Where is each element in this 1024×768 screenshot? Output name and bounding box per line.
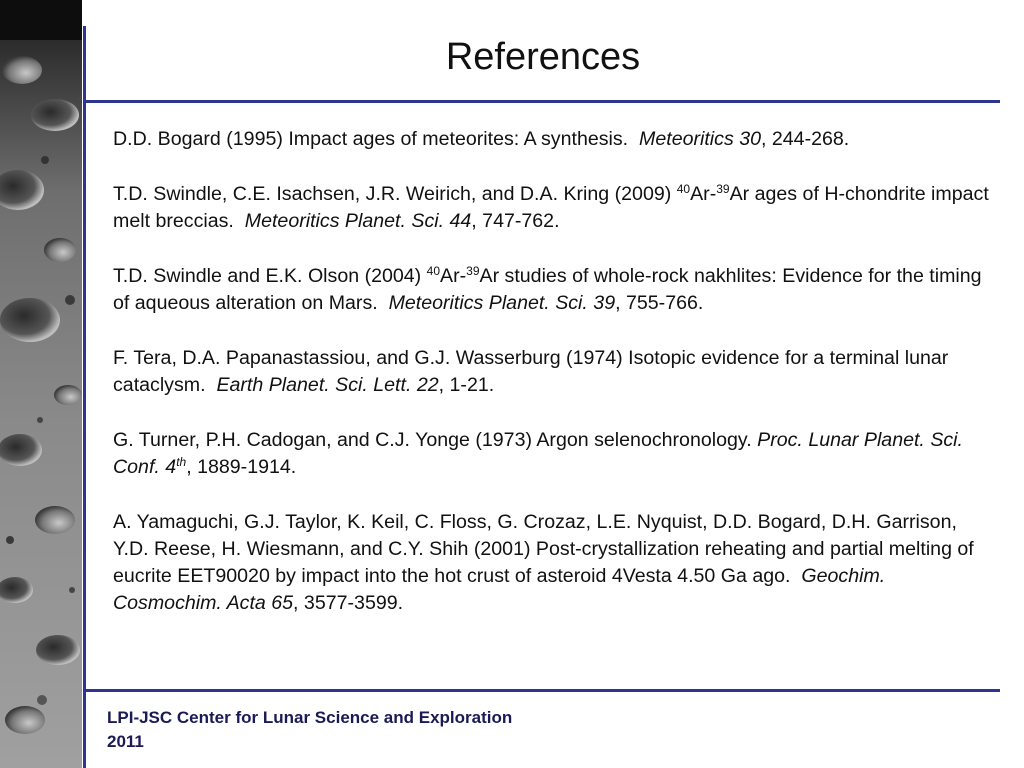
journal-name: Geochim. Cosmochim. Acta 65 [113,565,886,614]
footer-divider [83,689,1000,692]
reference-item: T.D. Swindle, C.E. Isachsen, J.R. Weirich, and D.A. Kring (2009) $^{40}$Ar-$^{39}$Ar ages of H-chondrite impact melt breccias. Meteoritics Planet. Sci. 44, 747-762. [113,182,989,232]
journal-name: Meteoritics 30 [639,128,761,150]
header-divider [83,100,1000,103]
reference-item: G. Turner, P.H. Cadogan, and C.J. Yonge (1973) Argon selenochronology. Proc. Lunar Planet. Sci. Conf. 4th, 1889-1914. [113,429,963,478]
vertical-divider [83,26,86,768]
reference-item: D.D. Bogard (1995) Impact ages of meteorites: A synthesis. Meteoritics 30, 244-268. [113,128,850,150]
footer-year: 2011 [107,732,144,751]
footer [107,706,667,754]
reference-item: T.D. Swindle and E.K. Olson (2004) $^{40}$Ar-$^{39}$Ar studies of whole-rock nakhlites: Evidence for the timing of aqueous alteration on Mars. Meteoritics Planet. Sci. 39, 755-766. [113,264,982,314]
reference-item: F. Tera, D.A. Papanastassiou, and G.J. Wasserburg (1974) Isotopic evidence for a terminal lunar cataclysm. Earth Planet. Sci. Lett. 22, 1-21. [113,347,949,396]
journal-name: Meteoritics Planet. Sci. 44 [244,210,472,232]
journal-name: Earth Planet. Sci. Lett. 22 [216,374,439,396]
footer-organization: LPI-JSC Center for Lunar Science and Exploration [107,708,513,727]
lunar-surface-image [0,0,82,768]
journal-name: Proc. Lunar Planet. Sci. Conf. 4th [113,429,963,478]
journal-name: Meteoritics Planet. Sci. 39 [388,292,616,314]
reference-list [113,126,993,617]
reference-item: A. Yamaguchi, G.J. Taylor, K. Keil, C. Floss, G. Crozaz, L.E. Nyquist, D.D. Bogard, D.H. Garrison, Y.D. Reese, H. Wiesmann, and C.Y. Shih (2001) Post-crystallization reheating and partial melting of eucrite EET90020 by impact into the hot crust of asteroid 4Vesta 4.50 Ga ago. Geochim. Cosmochim. Acta 65, 3577-3599. [113,511,974,614]
slide-title: References [445,36,641,78]
